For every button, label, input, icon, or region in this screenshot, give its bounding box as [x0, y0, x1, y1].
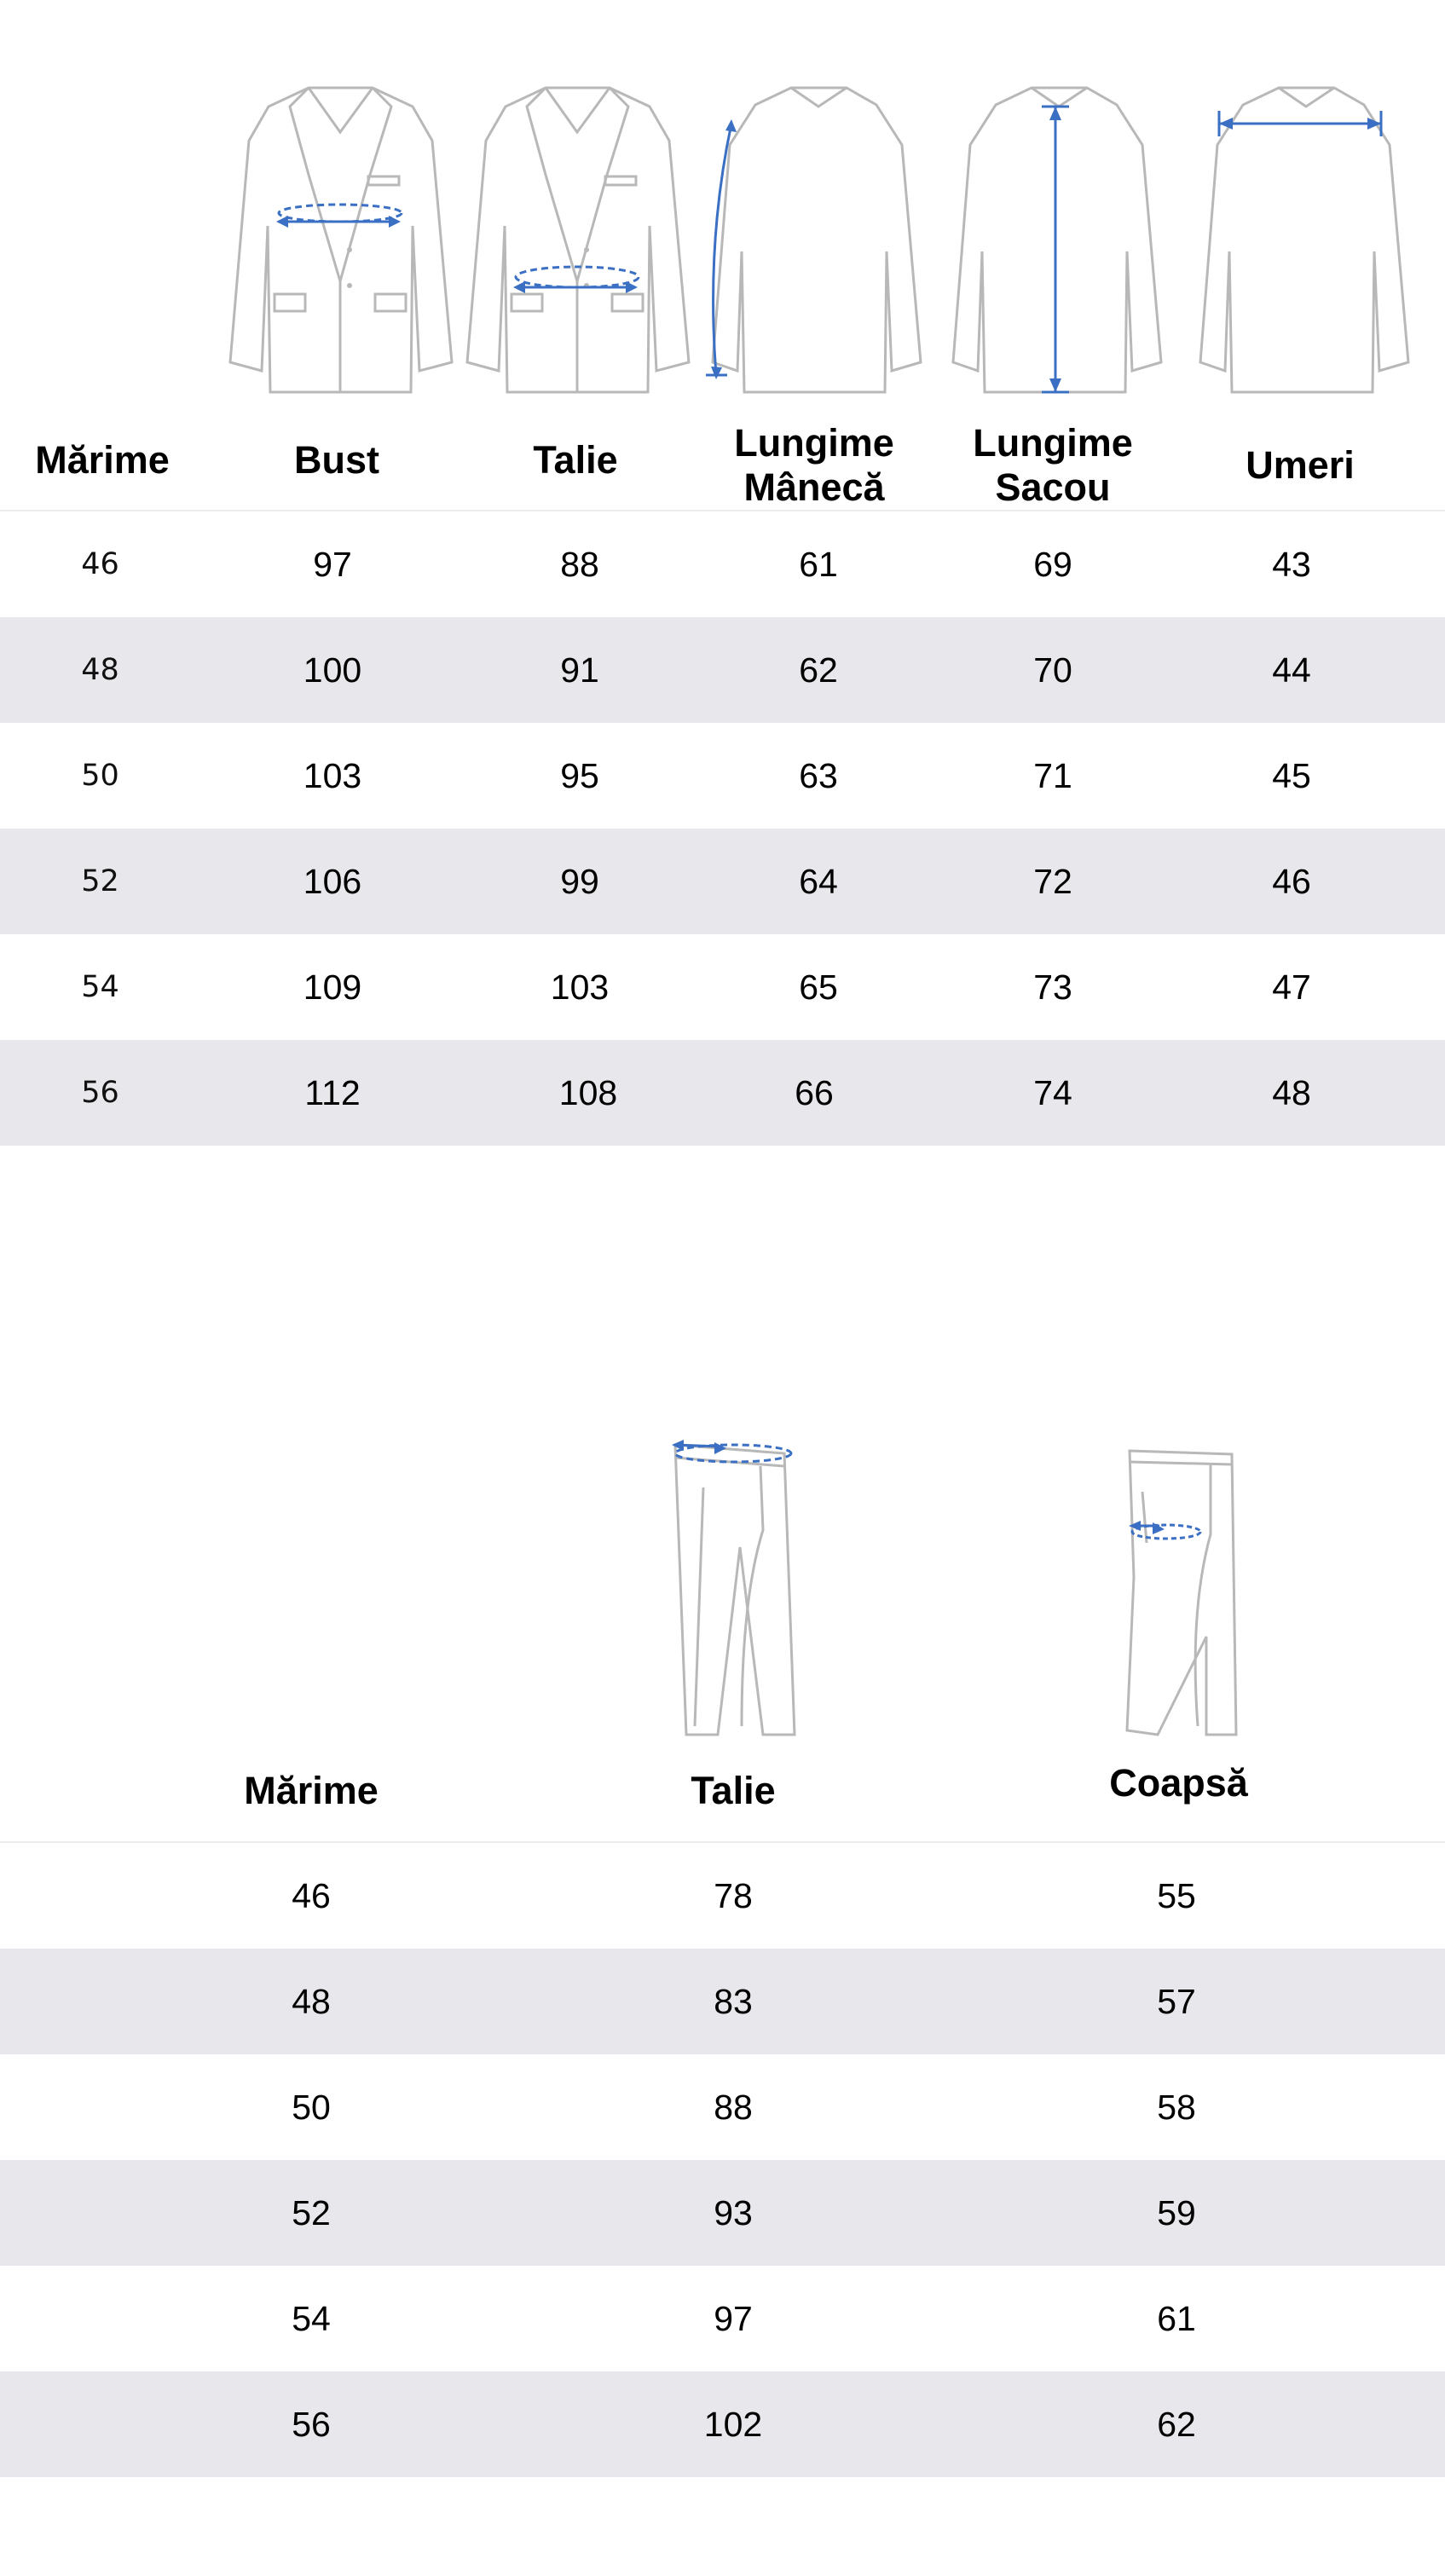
bust-cell: 97: [313, 545, 352, 584]
thigh-cell: 61: [1157, 2299, 1196, 2338]
waist-cell: 88: [560, 545, 599, 584]
waist-cell: 91: [560, 650, 599, 690]
length-cell: 72: [1033, 862, 1072, 901]
length-cell: 73: [1033, 967, 1072, 1007]
thigh-cell: 55: [1157, 1876, 1196, 1915]
bust-cell: 109: [303, 967, 362, 1007]
length-cell: 69: [1033, 545, 1072, 584]
table-row: [0, 2054, 1445, 2160]
pants-header-size: Mărime: [244, 1769, 379, 1812]
bust-cell: 106: [303, 862, 362, 901]
waist-cell: 102: [703, 2405, 763, 2444]
length-cell: 74: [1033, 1073, 1072, 1112]
jacket-bust-icon: [223, 81, 458, 401]
table-row: [0, 1949, 1445, 2054]
thigh-cell: 59: [1157, 2193, 1196, 2232]
bust-cell: 112: [304, 1073, 361, 1112]
jacket-header-sleeve-line2: Mânecă: [743, 465, 885, 509]
size-cell: 54: [81, 970, 119, 1004]
sleeve-cell: 65: [799, 967, 838, 1007]
waist-cell: 78: [714, 1876, 753, 1915]
size-cell: 48: [81, 653, 119, 687]
thigh-cell: 57: [1157, 1982, 1196, 2021]
pants-header-thigh: Coapsă: [1109, 1761, 1248, 1805]
jacket-header-length: [938, 421, 1168, 510]
waist-cell: 108: [558, 1073, 618, 1112]
size-cell: 56: [292, 2405, 331, 2444]
jacket-waist-icon: [460, 81, 695, 401]
pants-waist-icon: [656, 1428, 801, 1747]
jacket-header-sleeve-line1: Lungime: [734, 421, 894, 465]
waist-cell: 97: [714, 2299, 753, 2338]
pants-thigh-icon: [1108, 1441, 1253, 1747]
jacket-header-bust: Bust: [294, 438, 379, 482]
shoulders-cell: 45: [1272, 756, 1311, 795]
waist-cell: 95: [560, 756, 599, 795]
shoulders-cell: 46: [1272, 862, 1311, 901]
bust-cell: 103: [303, 756, 362, 795]
waist-cell: 88: [714, 2088, 753, 2127]
thigh-cell: 58: [1157, 2088, 1196, 2127]
waist-cell: 93: [714, 2193, 753, 2232]
jacket-header-size: Mărime: [35, 438, 170, 482]
table-row: [0, 2371, 1445, 2477]
thigh-cell: 62: [1157, 2405, 1196, 2444]
length-cell: 71: [1033, 756, 1072, 795]
sleeve-cell: 63: [799, 756, 838, 795]
table-row: [0, 829, 1445, 934]
table-row: [0, 1040, 1445, 1146]
table-row: [0, 1843, 1445, 1949]
table-row: [0, 934, 1445, 1040]
size-cell: 52: [292, 2193, 331, 2232]
size-cell: 52: [81, 864, 119, 898]
waist-cell: 83: [714, 1982, 753, 2021]
waist-cell: 99: [560, 862, 599, 901]
size-cell: 46: [81, 547, 119, 581]
size-cell: 50: [81, 759, 119, 793]
shoulders-cell: 47: [1272, 967, 1311, 1007]
table-row: [0, 617, 1445, 723]
jacket-sleeve-icon: [697, 81, 932, 401]
jacket-shoulders-icon: [1185, 81, 1419, 401]
table-row: [0, 723, 1445, 829]
jacket-length-icon: [938, 81, 1172, 401]
size-cell: 50: [292, 2088, 331, 2127]
table-row: [0, 2266, 1445, 2371]
jacket-header-sleeve: [699, 421, 929, 510]
jacket-header-shoulders: Umeri: [1246, 443, 1355, 487]
sleeve-cell: 64: [799, 862, 838, 901]
size-cell: 56: [81, 1076, 119, 1110]
shoulders-cell: 43: [1272, 545, 1311, 584]
pants-header-waist: Talie: [691, 1769, 776, 1812]
shoulders-cell: 44: [1272, 650, 1311, 690]
bust-cell: 100: [303, 650, 362, 690]
shoulders-cell: 48: [1272, 1073, 1311, 1112]
size-cell: 48: [292, 1982, 331, 2021]
table-row: [0, 511, 1445, 617]
size-cell: 46: [292, 1876, 331, 1915]
jacket-header-length-line1: Lungime: [973, 421, 1133, 465]
table-row: [0, 2160, 1445, 2266]
jacket-header-length-line2: Sacou: [995, 465, 1111, 509]
sleeve-cell: 61: [799, 545, 838, 584]
jacket-header-waist: Talie: [533, 438, 618, 482]
sleeve-cell: 62: [799, 650, 838, 690]
sleeve-cell: 66: [795, 1073, 834, 1112]
waist-cell: 103: [550, 967, 610, 1007]
size-cell: 54: [292, 2299, 331, 2338]
length-cell: 70: [1033, 650, 1072, 690]
